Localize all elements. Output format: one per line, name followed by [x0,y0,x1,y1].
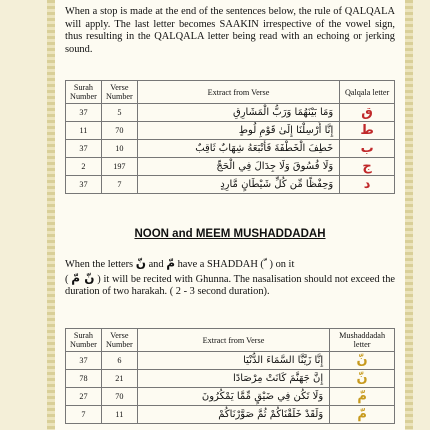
header-letter: Mushaddadah letter [330,329,395,352]
decorative-border-left [47,0,55,430]
header-letter: Qalqala letter [340,81,395,104]
surah-number: 2 [66,158,102,176]
surah-number: 27 [66,388,102,406]
mushaddadah-letter: مّ [330,406,395,424]
surah-number: 37 [66,352,102,370]
header-surah: Surah Number [66,81,102,104]
verse-extract: إِنَّا زَيَّنَّا السَّمَاءَ الدُّنْيَا [137,352,329,370]
header-surah: Surah Number [66,329,102,352]
qalqala-letter: ج [340,158,395,176]
table-header-row [66,81,395,104]
qalqala-letter: ط [340,122,395,140]
surah-number: 37 [66,140,102,158]
surah-number: 37 [66,176,102,194]
verse-extract: إِنَّ جَهَنَّمَ كَانَتْ مِرْصَادًا [137,370,329,388]
verse-number: 10 [101,140,137,158]
verse-number: 5 [101,104,137,122]
qalqala-table [65,80,395,194]
verse-extract: وَحِفْظًا مِّن كُلِّ شَيْطَانٍ مَّارِدٍ [137,176,339,194]
shaddah-paragraph [65,257,395,299]
verse-extract: وَلَا فُسُوقَ وَلَا جِدَالَ فِي الْحَجِّ [137,158,339,176]
qalqala-letter: ق [340,104,395,122]
mushaddadah-letter: نّ [330,352,395,370]
header-verse: Verse Number [101,81,137,104]
decorative-border-right [405,0,413,430]
verse-number: 70 [101,122,137,140]
verse-number: 70 [101,388,137,406]
table-row [66,158,395,176]
table-row [66,406,395,424]
table-row [66,122,395,140]
surah-number: 37 [66,104,102,122]
qalqala-letter: ب [340,140,395,158]
surah-number: 78 [66,370,102,388]
section-heading: NOON and MEEM MUSHADDADAH [134,228,326,240]
header-extract: Extract from Verse [137,329,329,352]
intro-paragraph: When a stop is made at the end of the sentences below, the rule of QALQALA will apply. The last letter becomes SAAKIN irrespective of the vowel sign, thus resulting in the QALQALA letter being read with an echoing or jerking sound. [65,6,395,55]
verse-number: 197 [101,158,137,176]
table-row [66,104,395,122]
table-row [66,140,395,158]
arabic-meem: مّ [166,256,175,270]
verse-extract: خَطِفَ الْخَطْفَةَ فَأَتْبَعَهُ شِهَابٌ ثَاقِبٌ [137,140,339,158]
paragraph-text: have a SHADDAH ( ّ ) on it [177,259,295,270]
verse-extract: وَلَا تَكُن فِي ضَيْقٍ مِّمَّا يَمْكُرُونَ [137,388,329,406]
header-verse: Verse Number [101,329,137,352]
mushaddadah-letter: مّ [330,388,395,406]
arabic-examples: نّ مّ [71,270,95,285]
surah-number: 11 [66,122,102,140]
table-row [66,352,395,370]
header-extract: Extract from Verse [137,81,339,104]
surah-number: 7 [66,406,102,424]
paragraph-text: ( [65,273,69,285]
verse-extract: وَمَا بَيْنَهُمَا وَرَبُّ الْمَشَارِقِ [137,104,339,122]
verse-number: 11 [101,406,137,424]
table-header-row [66,329,395,352]
paragraph-text: When the letters [65,259,134,270]
verse-number: 6 [101,352,137,370]
verse-extract: إِنَّا أُرْسِلْنَا إِلَىٰ قَوْمِ لُوطٍ [137,122,339,140]
table-row [66,370,395,388]
table-row [66,388,395,406]
qalqala-letter: د [340,176,395,194]
verse-extract: وَلَقَدْ خَلَقْنَاكُمْ ثُمَّ صَوَّرْنَاكُمْ [137,406,329,424]
paragraph-text: ) it will be recited with Ghunna. The nasalisation should not exceed the duration of two harakah. ( 2 - 3 second duration). [65,273,396,298]
mushaddadah-table [65,328,395,424]
mushaddadah-letter: نّ [330,370,395,388]
verse-number: 21 [101,370,137,388]
verse-number: 7 [101,176,137,194]
book-page [55,0,405,430]
table-row [66,176,395,194]
paragraph-text: and [148,259,164,270]
arabic-noon: نّ [135,256,146,270]
